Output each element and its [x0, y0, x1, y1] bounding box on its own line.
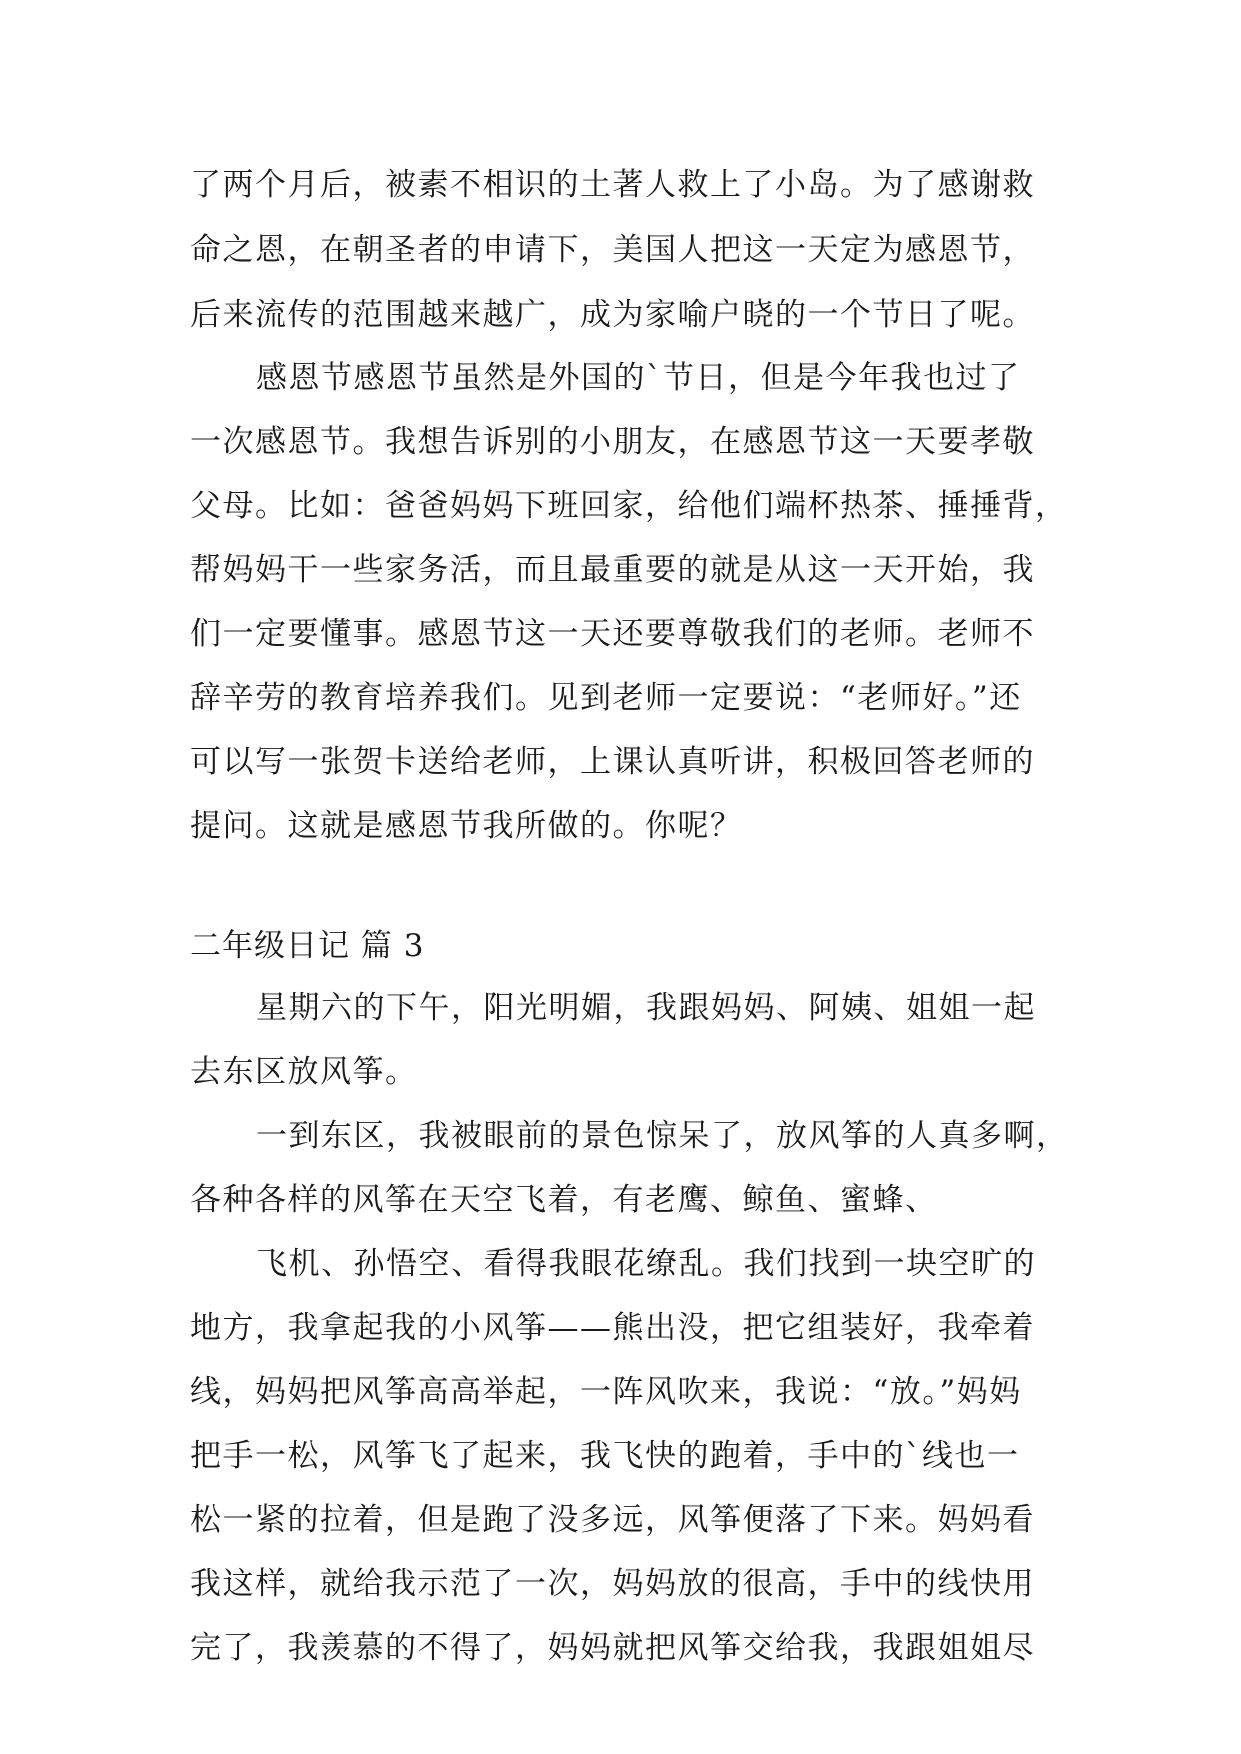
paragraph-5-line-2: 地方，我拿起我的小风筝——熊出没，把它组装好，我牵着: [190, 1310, 1035, 1346]
section-heading: 二年级日记 篇 3: [190, 928, 425, 964]
paragraph-2-line-6: 辞辛劳的教育培养我们。见到老师一定要说：“老师好。”还: [190, 680, 1022, 716]
paragraph-5-line-3: 线，妈妈把风筝高高举起，一阵风吹来，我说：“放。”妈妈: [190, 1374, 1022, 1410]
paragraph-5-line-6: 我这样，就给我示范了一次，妈妈放的很高，手中的线快用: [190, 1566, 1035, 1602]
paragraph-3-line-2: 去东区放风筝。: [190, 1054, 418, 1090]
paragraph-4-line-2: 各种各样的风筝在天空飞着，有老鹰、鲸鱼、蜜蜂、: [190, 1182, 938, 1218]
paragraph-2-line-1: 感恩节感恩节虽然是外国的`节日，但是今年我也过了: [256, 360, 1021, 396]
paragraph-2-line-8: 提问。这就是感恩节我所做的。你呢？: [190, 808, 743, 844]
paragraph-5-line-7: 完了，我羡慕的不得了，妈妈就把风筝交给我，我跟姐姐尽: [190, 1630, 1035, 1666]
paragraph-2-line-5: 们一定要懂事。感恩节这一天还要尊敬我们的老师。老师不: [190, 616, 1035, 652]
paragraph-2-line-2: 一次感恩节。我想告诉别的小朋友，在感恩节这一天要孝敬: [190, 424, 1035, 460]
paragraph-1-line-2: 命之恩，在朝圣者的申请下，美国人把这一天定为感恩节，: [190, 232, 1035, 268]
paragraph-2-line-4: 帮妈妈干一些家务活，而且最重要的就是从这一天开始，我: [190, 552, 1035, 588]
paragraph-5-line-4: 把手一松，风筝飞了起来，我飞快的跑着，手中的`线也一: [190, 1438, 1020, 1474]
paragraph-1-line-3: 后来流传的范围越来越广，成为家喻户晓的一个节日了呢。: [190, 297, 1035, 333]
paragraph-1-line-1: 了两个月后，被素不相识的土著人救上了小岛。为了感谢救: [190, 167, 1035, 203]
paragraph-5-line-1: 飞机、孙悟空、看得我眼花缭乱。我们找到一块空旷的: [256, 1246, 1036, 1282]
paragraph-2-line-3: 父母。比如：爸爸妈妈下班回家，给他们端杯热茶、捶捶背，: [190, 488, 1068, 524]
paragraph-2-line-7: 可以写一张贺卡送给老师，上课认真听讲，积极回答老师的: [190, 744, 1035, 780]
paragraph-3-line-1: 星期六的下午，阳光明媚，我跟妈妈、阿姨、姐姐一起: [256, 990, 1036, 1026]
paragraph-4-line-1: 一到东区，我被眼前的景色惊呆了，放风筝的人真多啊，: [256, 1118, 1069, 1154]
paragraph-5-line-5: 松一紧的拉着，但是跑了没多远，风筝便落了下来。妈妈看: [190, 1502, 1035, 1538]
